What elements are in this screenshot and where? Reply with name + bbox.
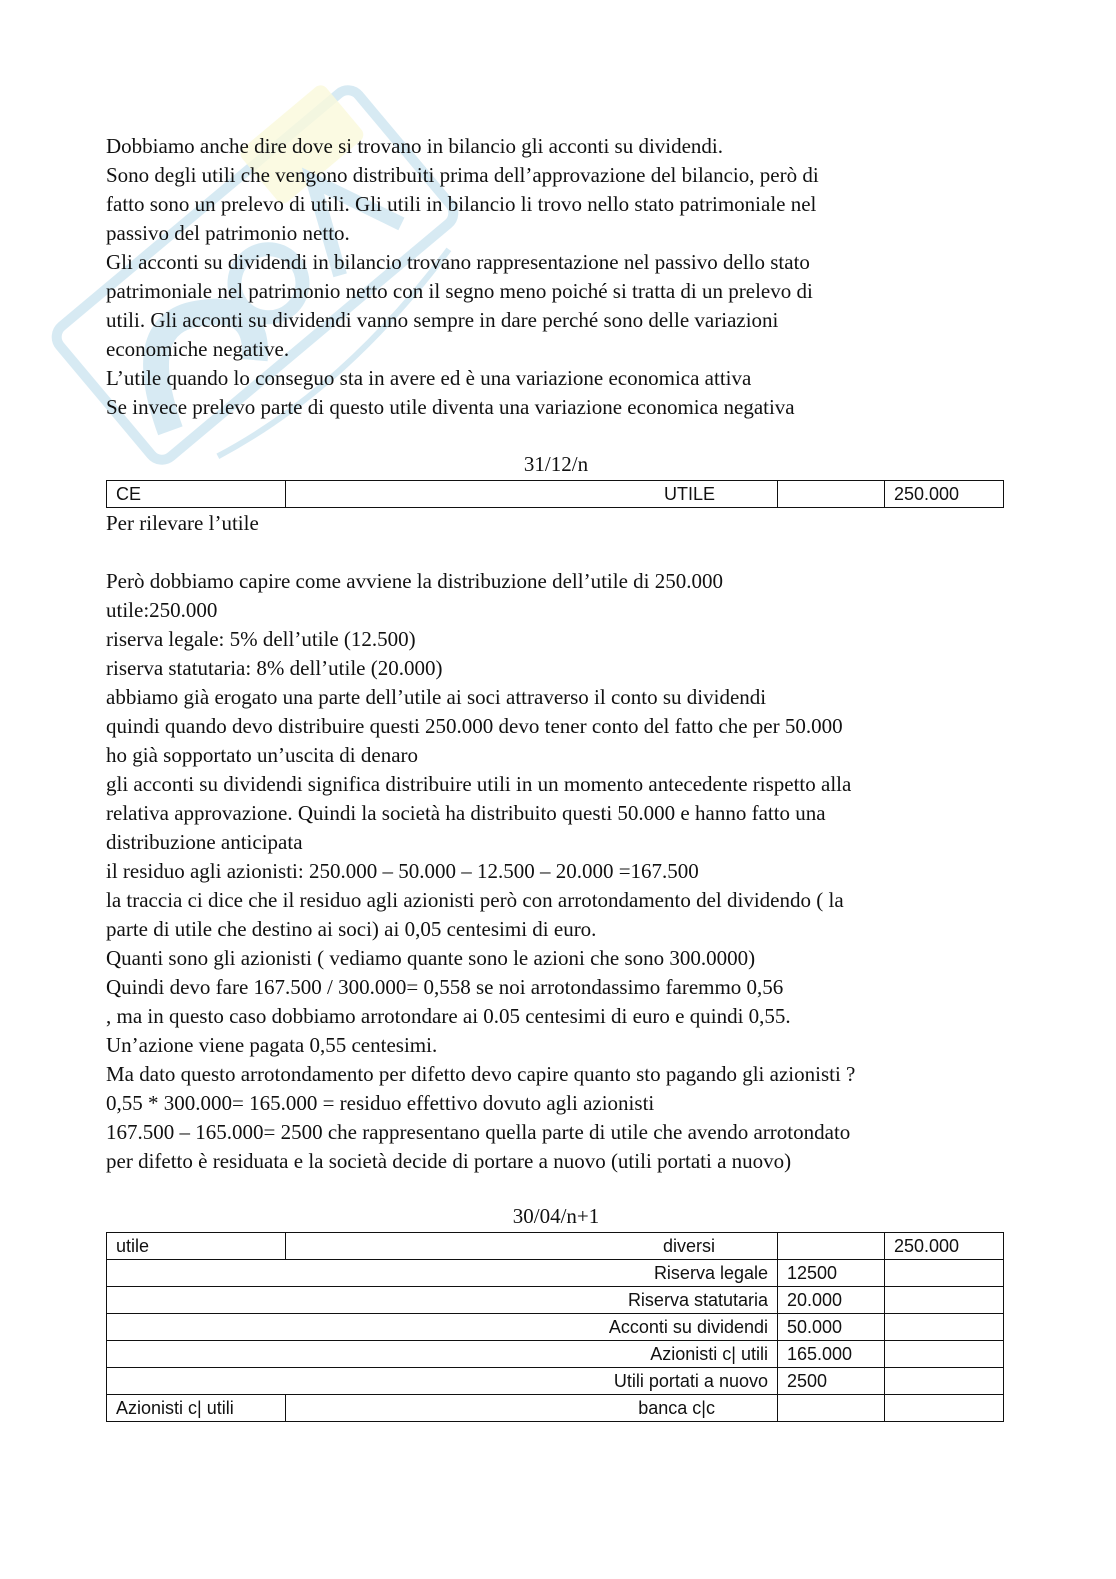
- table-row: [107, 1341, 1004, 1368]
- paragraph-line: Sono degli utili che vengono distribuiti prima dell’approvazione del bilancio, però di: [106, 163, 819, 187]
- paragraph-line: distribuzione anticipata: [106, 830, 303, 854]
- dare-amount: 50.000: [778, 1314, 885, 1341]
- avere-amount: [885, 1260, 1004, 1287]
- avere-amount: [885, 1287, 1004, 1314]
- paragraph-line: Ma dato questo arrotondamento per difetto devo capire quanto sto pagando gli azionisti ?: [106, 1062, 856, 1086]
- paragraph-line: 167.500 – 165.000= 2500 che rappresentano quella parte di utile che avendo arrotondato: [106, 1120, 851, 1144]
- dare-amount: [778, 481, 885, 508]
- avere-amount: 250.000: [885, 481, 1004, 508]
- dare-amount: 2500: [778, 1368, 885, 1395]
- table-row: [107, 1395, 1004, 1422]
- table-row: [107, 1233, 1004, 1260]
- paragraph-line: economiche negative.: [106, 337, 290, 361]
- paragraph-line: L’utile quando lo conseguo sta in avere ed è una variazione economica attiva: [106, 366, 752, 390]
- paragraph-line: Gli acconti su dividendi in bilancio trovano rappresentazione nel passivo dello stato: [106, 250, 810, 274]
- avere-account: Acconti su dividendi: [107, 1314, 778, 1341]
- paragraph-line: parte di utile che destino ai soci) ai 0,05 centesimi di euro.: [106, 917, 597, 941]
- avere-account: UTILE: [286, 481, 778, 508]
- avere-amount: [885, 1395, 1004, 1422]
- dare-amount: [778, 1233, 885, 1260]
- paragraph-line: passivo del patrimonio netto.: [106, 221, 350, 245]
- dare-amount: 12500: [778, 1260, 885, 1287]
- paragraph-line: relativa approvazione. Quindi la società ha distribuito questi 50.000 e hanno fatto una: [106, 801, 826, 825]
- paragraph-line: 0,55 * 300.000= 165.000 = residuo effettivo dovuto agli azionisti: [106, 1091, 655, 1115]
- paragraph-line: riserva statutaria: 8% dell’utile (20.000): [106, 656, 443, 680]
- avere-account: banca c|c: [286, 1395, 778, 1422]
- paragraph-line: Quanti sono gli azionisti ( vediamo quante sono le azioni che sono 300.0000): [106, 946, 756, 970]
- avere-account: diversi: [286, 1233, 778, 1260]
- paragraph-line: Però dobbiamo capire come avviene la distribuzione dell’utile di 250.000: [106, 569, 723, 593]
- dare-amount: 165.000: [778, 1341, 885, 1368]
- paragraph-line: patrimoniale nel patrimonio netto con il segno meno poiché si tratta di un prelevo di: [106, 279, 813, 303]
- paragraph-line: la traccia ci dice che il residuo agli azionisti però con arrotondamento del dividendo ( la: [106, 888, 844, 912]
- avere-account: Riserva statutaria: [107, 1287, 778, 1314]
- avere-account: Riserva legale: [107, 1260, 778, 1287]
- body-text: [106, 567, 1011, 1176]
- paragraph-line: Dobbiamo anche dire dove si trovano in bilancio gli acconti su dividendi.: [106, 134, 724, 158]
- table-row: [107, 1368, 1004, 1395]
- entry1-caption: [106, 509, 1011, 538]
- table-row: [107, 1314, 1004, 1341]
- avere-amount: 250.000: [885, 1233, 1004, 1260]
- paragraph-line: utile:250.000: [106, 598, 218, 622]
- dare-account: Azionisti c| utili: [107, 1395, 286, 1422]
- paragraph-line: Se invece prelevo parte di questo utile diventa una variazione economica negativa: [106, 395, 795, 419]
- intro-text: [106, 132, 1011, 422]
- dare-account: utile: [107, 1233, 286, 1260]
- table-row: [107, 1260, 1004, 1287]
- entry1-date: 31/12/n: [523, 452, 589, 476]
- dare-account: CE: [107, 481, 286, 508]
- journal-entry-1: [106, 480, 1004, 508]
- journal-entry-2: [106, 1232, 1004, 1422]
- avere-amount: [885, 1341, 1004, 1368]
- paragraph-line: gli acconti su dividendi significa distribuire utili in un momento antecedente rispetto alla: [106, 772, 852, 796]
- paragraph-line: riserva legale: 5% dell’utile (12.500): [106, 627, 416, 651]
- paragraph-line: ho già sopportato un’uscita di denaro: [106, 743, 419, 767]
- paragraph-line: per difetto è residuata e la società decide di portare a nuovo (utili portati a nuovo): [106, 1149, 792, 1173]
- dare-amount: [778, 1395, 885, 1422]
- table-row: [107, 481, 1004, 508]
- caption-line: Per rilevare l’utile: [106, 511, 259, 535]
- avere-amount: [885, 1368, 1004, 1395]
- paragraph-line: fatto sono un prelevo di utili. Gli utili in bilancio li trovo nello stato patrimoniale nel: [106, 192, 817, 216]
- paragraph-line: , ma in questo caso dobbiamo arrotondare ai 0.05 centesimi di euro e quindi 0,55.: [106, 1004, 791, 1028]
- paragraph-line: Un’azione viene pagata 0,55 centesimi.: [106, 1033, 438, 1057]
- paragraph-line: abbiamo già erogato una parte dell’utile ai soci attraverso il conto su dividendi: [106, 685, 767, 709]
- dare-amount: 20.000: [778, 1287, 885, 1314]
- paragraph-line: il residuo agli azionisti: 250.000 – 50.000 – 12.500 – 20.000 =167.500: [106, 859, 699, 883]
- paragraph-line: Quindi devo fare 167.500 / 300.000= 0,558 se noi arrotondassimo faremmo 0,56: [106, 975, 784, 999]
- table-row: [107, 1287, 1004, 1314]
- paragraph-line: utili. Gli acconti su dividendi vanno sempre in dare perché sono delle variazioni: [106, 308, 779, 332]
- avere-amount: [885, 1314, 1004, 1341]
- paragraph-line: quindi quando devo distribuire questi 250.000 devo tener conto del fatto che per 50.000: [106, 714, 843, 738]
- avere-account: Utili portati a nuovo: [107, 1368, 778, 1395]
- entry2-date: 30/04/n+1: [512, 1204, 600, 1228]
- avere-account: Azionisti c| utili: [107, 1341, 778, 1368]
